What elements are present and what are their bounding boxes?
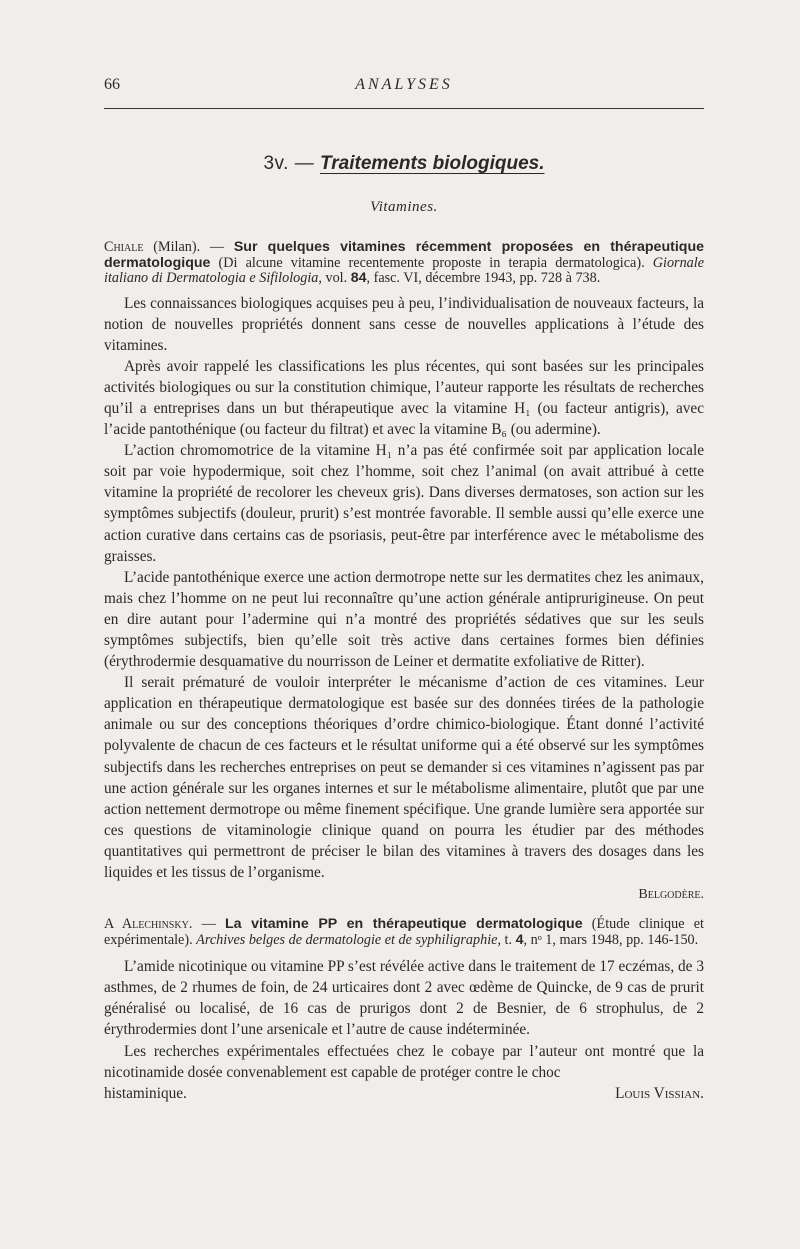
article1-paragraph: L’acide pantothénique exerce une action dermotrope nette sur les dermatites chez les animaux, mais chez l’homme on ne peut lui reconnaître qu’une action générale antiprurigineuse. On peut en dire autant pour l’adermine qui n’a montré des propriétés sédatives que sur les seuls symptômes subjectifs, bien qu’elle soit très active dans certaines formes bien définies (érythrodermie desquamative du nourrisson de Leiner et dermatite exfoliative de Ritter). bbox=[104, 568, 704, 671]
section-title: Traitements biologiques. bbox=[319, 153, 545, 174]
article2-author-sep: . — bbox=[188, 916, 225, 933]
article2-last-paragraph: Les recherches expérimentales effectuées chez le cobaye par l’auteur ont montré que la nicotinamide dosée convenablement est capable de protéger contre le choc bbox=[104, 1042, 704, 1081]
article2-paragraph: L’amide nicotinique ou vitamine PP s’est révélée active dans le traitement de 17 eczémas, de 3 asthmes, de 2 rhumes de foin, de 24 urticaires dont 2 avec œdème de Quincke, de 9 cas de prurit généralisé ou localisé, de 16 cas de prurigos dont 2 de Besnier, de 6 strophulus, de 2 érythrodermies dont l’une arsenicale et l’autre de cause indéterminée. bbox=[104, 958, 704, 1039]
article1-volume: 84 bbox=[350, 270, 367, 286]
article1-details: , fasc. VI, décembre 1943, pp. 728 à 738. bbox=[366, 270, 601, 286]
article2-details: , nᵒ 1, mars 1948, pp. 146-150. bbox=[523, 931, 699, 948]
page-number: 66 bbox=[104, 76, 120, 93]
running-header bbox=[104, 74, 704, 104]
running-title: ANALYSES bbox=[355, 76, 453, 93]
article2-signature: Louis Vissian. bbox=[615, 1084, 704, 1102]
article1-journal: Giornale italiano di Dermatologia e Sifilologia, bbox=[104, 254, 704, 286]
article2-volume: 4 bbox=[515, 931, 524, 948]
subheading: Vitamines. bbox=[370, 199, 438, 215]
article1-paragraph: Après avoir rappelé les classifications les plus récentes, qui sont basées sur les principales activités biologiques ou sur la constitution chimique, l’auteur rapporte les résultats de recherches qu’il a entreprises dans un but thérapeutique avec la vitamine H₁ (ou facteur antigris), avec l’acide pantothénique (ou facteur du filtrat) et avec la vitamine B₆ (ou adermine). bbox=[104, 357, 704, 439]
article1-author: Chiale bbox=[104, 239, 144, 255]
article1-paragraph: Il serait prématuré de vouloir interpréter le mécanisme d’action de ces vitamines. Leur application en thérapeutique dermatologique est basée sur des données tirées de la pathologie animale ou sur des conceptions théoriques d’ordre chimico-biologique. Étant donné l’activité polyvalente de chacun de ces facteurs et le résultat uniforme qui a été observé sur les symptômes subjectifs dans les recherches entreprises on peut se demander si ces vitamines n’agissent pas par une action générale sur les organes internes et sur le métabolisme alimentaire, plutôt que par une action nettement dermotrope ou même finement spécifique. Une grande lumière sera apportée sur ces questions de vitaminologie clinique quand on pourra les étudier par des méthodes quantitatives qui permettront de préciser le bilan des vitamines à travers des dosages dans les liquides et les tissus de l’organisme. bbox=[104, 674, 704, 882]
article2-journal: Archives belges de dermatologie et de syphiligraphie, bbox=[196, 931, 501, 948]
article1-author-place: (Milan). — bbox=[143, 239, 234, 255]
article2-closing-line bbox=[104, 1083, 704, 1104]
article2-title: La vitamine PP en thérapeutique dermatologique bbox=[224, 916, 583, 933]
article1-paragraph: Les connaissances biologiques acquises peu à peu, l’individualisation de nouveaux facteurs, la notion de nouvelles propriétés donnent sans cesse de nouvelles applications à l’étude des vitamines. bbox=[104, 294, 704, 354]
article2-reference bbox=[104, 917, 704, 948]
header-rule bbox=[104, 108, 704, 109]
article1-original-title: (Di alcune vitamine recentemente proposte in terapia dermatologica). bbox=[210, 254, 653, 271]
article2-author: A Alechinsky bbox=[104, 916, 189, 933]
article2-last-word: histaminique. bbox=[104, 1084, 187, 1102]
document-page bbox=[104, 74, 704, 1104]
section-number: 3v. — bbox=[263, 153, 320, 174]
article1-body bbox=[104, 293, 704, 884]
article1-signature: Belgodère. bbox=[638, 887, 704, 903]
section-heading bbox=[104, 153, 704, 175]
article1-vol-prefix: vol. bbox=[321, 270, 351, 286]
article2-vol-prefix: t. bbox=[501, 931, 516, 948]
article1-paragraph: L’action chromomotrice de la vitamine H₁ n’a pas été confirmée soit par application locale soit par voie hypodermique, soit chez l’homme, soit chez l’animal (on avait attribué à cette vitamine la propriété de recolorer les cheveux gris). Dans diverses dermatoses, son action sur les symptômes subjectifs (douleur, prurit) s’est montrée favorable. Il semble aussi qu’elle exerce une action curative dans certains cas de psoriasis, peut-être par interférence avec le métabolisme des graisses. bbox=[104, 442, 704, 565]
article1-title: Sur quelques vitamines récemment proposées en thérapeutique dermatologique bbox=[104, 239, 704, 271]
article2-body bbox=[104, 956, 704, 1104]
article2-subtitle: (Étude clinique et expérimentale). bbox=[104, 916, 704, 948]
article1-reference bbox=[104, 240, 704, 287]
